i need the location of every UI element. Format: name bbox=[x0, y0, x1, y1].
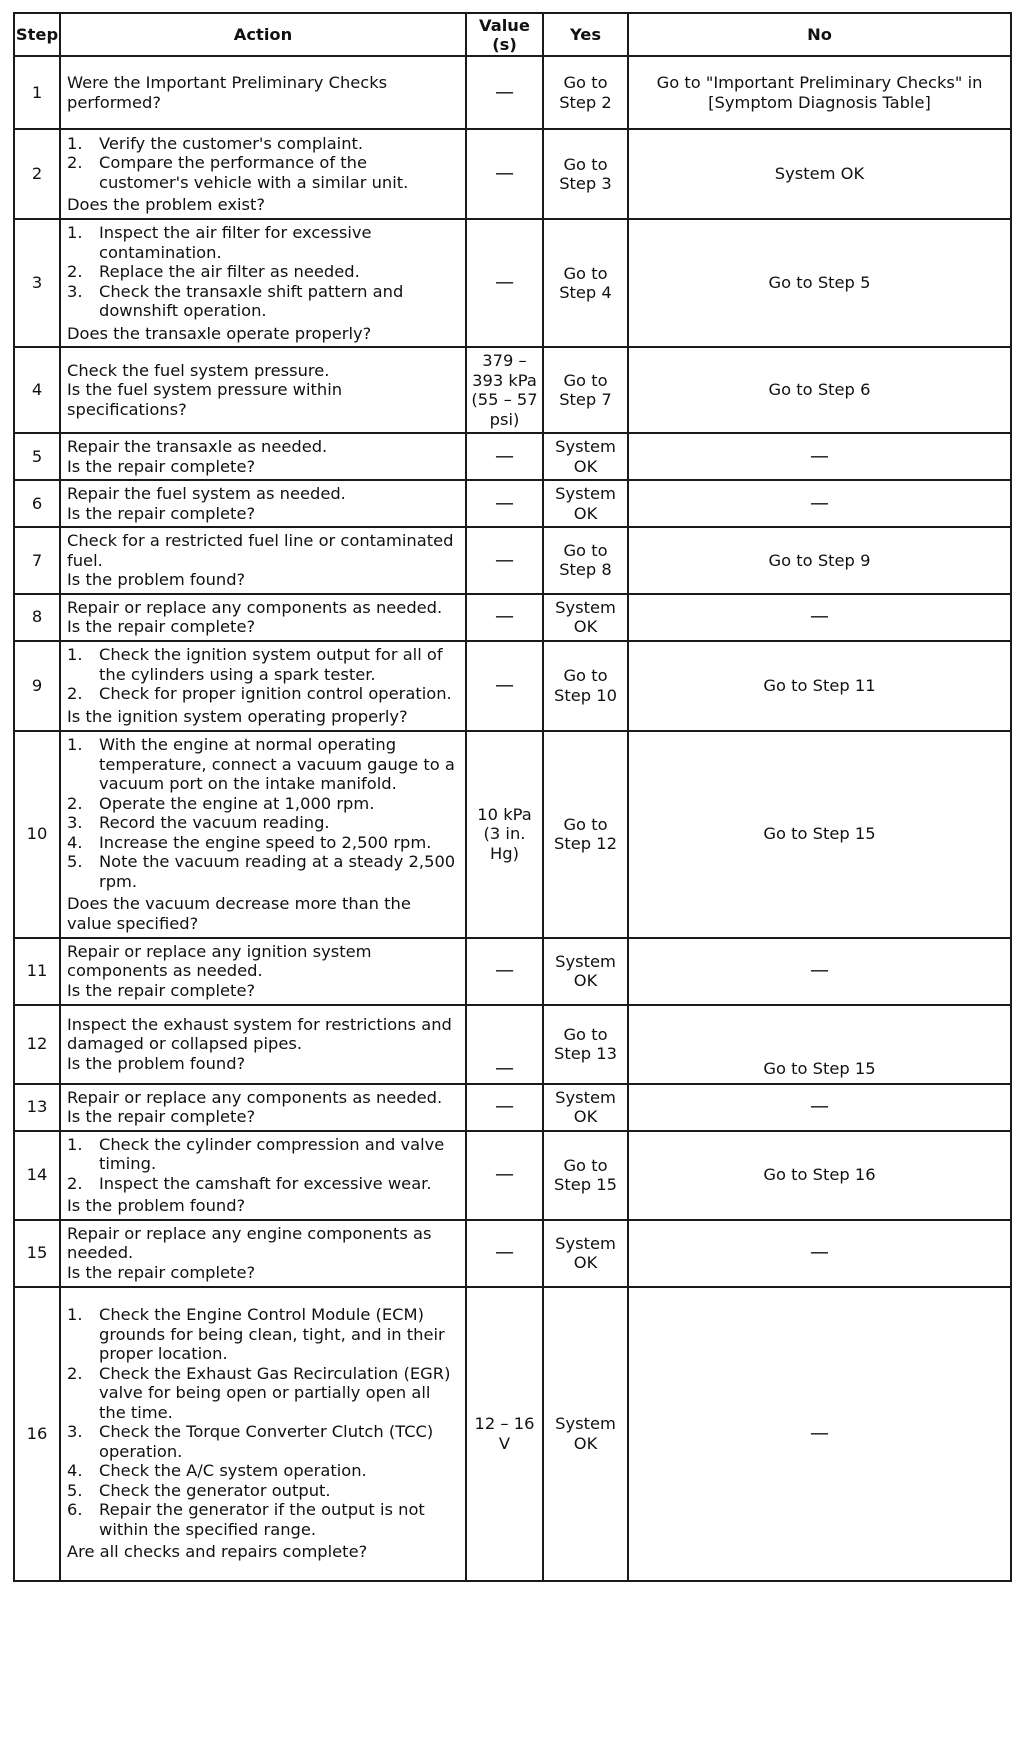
header-step: Step bbox=[14, 13, 60, 56]
diagnostic-table-wrapper bbox=[13, 12, 1010, 1582]
step-number: 6 bbox=[14, 480, 60, 527]
action-line: Repair the fuel system as needed. bbox=[67, 484, 346, 503]
yes-cell: Go to Step 13 bbox=[543, 1005, 628, 1084]
action-cell bbox=[60, 1005, 466, 1084]
action-line: 4. Increase the engine speed to 2,500 rpm. bbox=[67, 832, 432, 852]
table-row bbox=[14, 1220, 1011, 1287]
action-line: 1. Check the Engine Control Module (ECM) grounds for being clean, tight, and in their proper location. bbox=[67, 1305, 445, 1364]
step-number: 1 bbox=[14, 56, 60, 129]
no-cell: Go to Step 5 bbox=[628, 219, 1011, 347]
header-action: Action bbox=[60, 13, 466, 56]
table-row bbox=[14, 129, 1011, 219]
action-line: Is the repair complete? bbox=[67, 503, 256, 523]
action-line: Repair or replace any components as needed. bbox=[67, 597, 443, 617]
yes-cell: System OK bbox=[543, 1084, 628, 1131]
action-line: 2. Compare the performance of the customer's vehicle with a similar unit. bbox=[67, 153, 409, 192]
yes-cell: Go to Step 10 bbox=[543, 641, 628, 731]
yes-cell: Go to Step 8 bbox=[543, 527, 628, 594]
action-line: 3. Record the vacuum reading. bbox=[67, 813, 330, 832]
action-line: 1. Verify the customer's complaint. bbox=[67, 133, 364, 153]
yes-cell: System OK bbox=[543, 433, 628, 480]
table-row bbox=[14, 433, 1011, 480]
action-cell bbox=[60, 219, 466, 347]
step-number: 9 bbox=[14, 641, 60, 731]
action-line: Is the repair complete? bbox=[67, 617, 256, 636]
table-row bbox=[14, 219, 1011, 347]
step-number: 5 bbox=[14, 433, 60, 480]
action-cell bbox=[60, 527, 466, 594]
action-cell bbox=[60, 1131, 466, 1220]
value-cell: — bbox=[466, 1005, 543, 1084]
value-cell: 379 – 393 kPa (55 – 57 psi) bbox=[466, 347, 543, 433]
value-cell: 10 kPa (3 in. Hg) bbox=[466, 731, 543, 938]
step-number: 16 bbox=[14, 1287, 60, 1581]
yes-cell: Go to Step 4 bbox=[543, 219, 628, 347]
step-number: 2 bbox=[14, 129, 60, 219]
action-line: 5. Note the vacuum reading at a steady 2,500 rpm. bbox=[67, 852, 456, 891]
no-cell: Go to Step 15 bbox=[628, 1005, 1011, 1084]
step-number: 10 bbox=[14, 731, 60, 938]
action-line: Does the problem exist? bbox=[67, 195, 266, 214]
action-line: Is the repair complete? bbox=[67, 1262, 256, 1282]
action-line: 2. Replace the air filter as needed. bbox=[67, 262, 360, 281]
action-line: Repair the transaxle as needed. bbox=[67, 437, 328, 456]
action-line: Is the problem found? bbox=[67, 1053, 246, 1073]
table-row bbox=[14, 1131, 1011, 1220]
action-line: Repair or replace any engine components as needed. bbox=[67, 1223, 432, 1263]
yes-cell: Go to Step 3 bbox=[543, 129, 628, 219]
no-cell: Go to Step 6 bbox=[628, 347, 1011, 433]
step-number: 7 bbox=[14, 527, 60, 594]
action-cell bbox=[60, 480, 466, 527]
action-cell bbox=[60, 56, 466, 129]
value-cell: 12 – 16 V bbox=[466, 1287, 543, 1581]
no-cell: Go to Step 15 bbox=[628, 731, 1011, 938]
no-cell: Go to "Important Preliminary Checks" in [Symptom Diagnosis Table] bbox=[628, 56, 1011, 129]
action-cell bbox=[60, 938, 466, 1005]
action-line: Inspect the exhaust system for restrictions and damaged or collapsed pipes. bbox=[67, 1014, 452, 1054]
table-row bbox=[14, 938, 1011, 1005]
value-cell: — bbox=[466, 129, 543, 219]
table-row bbox=[14, 1287, 1011, 1581]
action-cell bbox=[60, 731, 466, 938]
yes-cell: System OK bbox=[543, 594, 628, 641]
no-cell: Go to Step 11 bbox=[628, 641, 1011, 731]
step-number: 3 bbox=[14, 219, 60, 347]
yes-cell: Go to Step 2 bbox=[543, 56, 628, 129]
action-line: Were the Important Preliminary Checks performed? bbox=[67, 73, 388, 112]
value-cell: — bbox=[466, 1084, 543, 1131]
value-cell: — bbox=[466, 641, 543, 731]
table-row bbox=[14, 527, 1011, 594]
step-number: 14 bbox=[14, 1131, 60, 1220]
action-line: 5. Check the generator output. bbox=[67, 1480, 331, 1500]
action-cell bbox=[60, 433, 466, 480]
no-cell: — bbox=[628, 1084, 1011, 1131]
value-cell: — bbox=[466, 433, 543, 480]
action-cell bbox=[60, 1084, 466, 1131]
table-row bbox=[14, 1084, 1011, 1131]
table-body bbox=[14, 56, 1011, 1581]
yes-cell: System OK bbox=[543, 1287, 628, 1581]
action-line: Is the repair complete? bbox=[67, 1107, 256, 1126]
table-row bbox=[14, 731, 1011, 938]
header-value: Value (s) bbox=[466, 13, 543, 56]
action-line: Is the repair complete? bbox=[67, 456, 256, 476]
yes-cell: System OK bbox=[543, 938, 628, 1005]
action-cell bbox=[60, 1287, 466, 1581]
action-line: Does the vacuum decrease more than the value specified? bbox=[67, 894, 411, 933]
action-line: 2. Check the Exhaust Gas Recirculation (EGR) valve for being open or partially open all the time. bbox=[67, 1363, 451, 1422]
action-line: Does the transaxle operate properly? bbox=[67, 323, 372, 343]
table-row bbox=[14, 56, 1011, 129]
value-cell: — bbox=[466, 480, 543, 527]
no-cell: Go to Step 9 bbox=[628, 527, 1011, 594]
action-cell bbox=[60, 129, 466, 219]
table-row bbox=[14, 594, 1011, 641]
action-line: 2. Inspect the camshaft for excessive wear. bbox=[67, 1173, 432, 1193]
action-line: 1. Inspect the air filter for excessive contamination. bbox=[67, 223, 372, 262]
no-cell: Go to Step 16 bbox=[628, 1131, 1011, 1220]
table-row bbox=[14, 1005, 1011, 1084]
action-line: Is the repair complete? bbox=[67, 980, 256, 1000]
no-cell: — bbox=[628, 1220, 1011, 1287]
yes-cell: Go to Step 15 bbox=[543, 1131, 628, 1220]
value-cell: — bbox=[466, 938, 543, 1005]
action-line: 2. Check for proper ignition control operation. bbox=[67, 684, 452, 703]
action-line: 1. With the engine at normal operating temperature, connect a vacuum gauge to a vacuum port on the intake manifold. bbox=[67, 735, 455, 793]
step-number: 15 bbox=[14, 1220, 60, 1287]
table-row bbox=[14, 480, 1011, 527]
yes-cell: Go to Step 12 bbox=[543, 731, 628, 938]
action-line: Is the ignition system operating properly? bbox=[67, 706, 408, 726]
step-number: 4 bbox=[14, 347, 60, 433]
yes-cell: System OK bbox=[543, 480, 628, 527]
header-no: No bbox=[628, 13, 1011, 56]
action-line: 1. Check the ignition system output for all of the cylinders using a spark tester. bbox=[67, 645, 443, 684]
action-line: Check the fuel system pressure. bbox=[67, 360, 330, 380]
action-line: Is the problem found? bbox=[67, 570, 246, 589]
action-line: Repair or replace any components as needed. bbox=[67, 1087, 443, 1107]
no-cell: System OK bbox=[628, 129, 1011, 219]
no-cell: — bbox=[628, 480, 1011, 527]
action-line: 6. Repair the generator if the output is not within the specified range. bbox=[67, 1500, 425, 1539]
no-cell: — bbox=[628, 938, 1011, 1005]
value-cell: — bbox=[466, 56, 543, 129]
action-cell bbox=[60, 347, 466, 433]
value-cell: — bbox=[466, 1131, 543, 1220]
action-line: Is the fuel system pressure within specifications? bbox=[67, 380, 343, 419]
action-cell bbox=[60, 641, 466, 731]
value-cell: — bbox=[466, 219, 543, 347]
table-row bbox=[14, 347, 1011, 433]
step-number: 11 bbox=[14, 938, 60, 1005]
step-number: 13 bbox=[14, 1084, 60, 1131]
table-header-row bbox=[14, 13, 1011, 56]
action-line: 3. Check the Torque Converter Clutch (TCC) operation. bbox=[67, 1422, 434, 1461]
yes-cell: System OK bbox=[543, 1220, 628, 1287]
action-cell bbox=[60, 594, 466, 641]
diagnostic-table bbox=[13, 12, 1012, 1582]
step-number: 8 bbox=[14, 594, 60, 641]
action-line: 1. Check the cylinder compression and valve timing. bbox=[67, 1134, 445, 1173]
no-cell: — bbox=[628, 1287, 1011, 1581]
action-line: 3. Check the transaxle shift pattern and downshift operation. bbox=[67, 281, 404, 320]
action-line: Is the problem found? bbox=[67, 1196, 246, 1215]
no-cell: — bbox=[628, 433, 1011, 480]
table-row bbox=[14, 641, 1011, 731]
action-line: 2. Operate the engine at 1,000 rpm. bbox=[67, 793, 375, 813]
yes-cell: Go to Step 7 bbox=[543, 347, 628, 433]
value-cell: — bbox=[466, 1220, 543, 1287]
action-line: 4. Check the A/C system operation. bbox=[67, 1461, 367, 1481]
action-line: Are all checks and repairs complete? bbox=[67, 1542, 368, 1562]
step-number: 12 bbox=[14, 1005, 60, 1084]
value-cell: — bbox=[466, 527, 543, 594]
action-cell bbox=[60, 1220, 466, 1287]
action-line: Check for a restricted fuel line or contaminated fuel. bbox=[67, 531, 454, 570]
value-cell: — bbox=[466, 594, 543, 641]
no-cell: — bbox=[628, 594, 1011, 641]
action-line: Repair or replace any ignition system components as needed. bbox=[67, 941, 372, 981]
header-yes: Yes bbox=[543, 13, 628, 56]
